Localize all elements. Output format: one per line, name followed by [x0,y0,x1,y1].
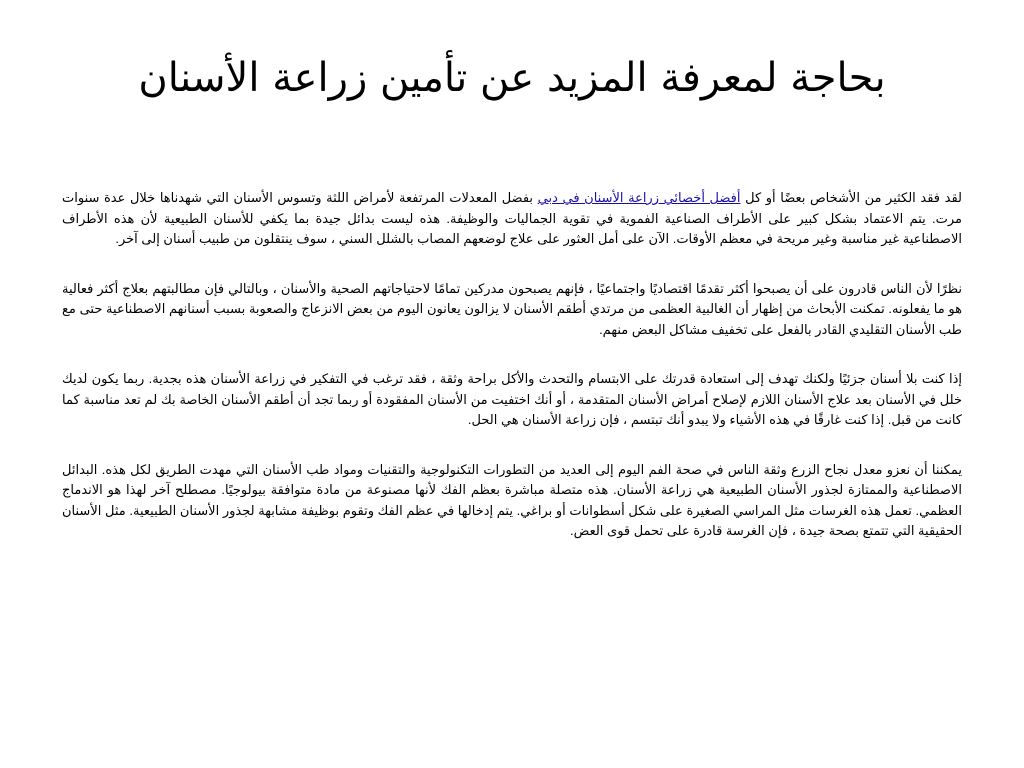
paragraph-3: إذا كنت بلا أسنان جزئيًا ولكنك تهدف إلى استعادة قدرتك على الابتسام والتحدث والأكل براحة وثقة ، فقد ترغب في التفكير في زراعة الأسنان هذه بجدية. ربما يكون لديك خلل في الأسنان بعد علاج الأسنان اللازم لإصلاح أمراض الأسنان المتقدمة ، أو أنك اختفيت من الأسنان المفقودة أو ربما تجد أن أطقم الأسنان الخاصة بك لم تعد مناسبة كما كانت من قبل. إذا كنت غارقًا في هذه الأشياء ولا يبدو أنك تبتسم ، فإن زراعة الأسنان هي الحل. [62,371,962,427]
paragraph-4: يمكننا أن نعزو معدل نجاح الزرع وثقة الناس في صحة الفم اليوم إلى العديد من التطورات التكنولوجية والتقنيات ومواد طب الأسنان التي مهدت الطريق لكل هذه. البدائل الاصطناعية والممتازة لجذور الأسنان الطبيعية هي زراعة الأسنان. هذه متصلة مباشرة بعظم الفك لأنها مصنوعة من مادة متوافقة بيولوجيًا. مصطلح آخر لهذا هو الاندماج العظمي. تعمل هذه الغرسات مثل المراسي الصغيرة على شكل أسطوانات أو براغي. يتم إدخالها في عظم الفك وتقوم بوظيفة مشابهة لجذور الأسنان الطبيعية. مثل الأسنان الحقيقية التي تتمتع بصحة جيدة ، فإن الغرسة قادرة على تحمل قوى العض. [62,461,962,538]
paragraph-1-text-after: بفضل المعدلات المرتفعة لأمراض اللثة وتسوس الأسنان التي شهدناها خلال عدة سنوات مرت. يتم الاعتماد بشكل كبير على الأطراف الصناعية الفموية في تقوية الجماليات والوظيفة. هذه ليست بدائل جيدة بما يكفي للأسنان الطبيعية لأن هذه الأطراف الاصطناعية غير مناسبة وغير مريحة في معظم الأوقات. الآن على أمل العثور على علاج لوضعهم المصاب بالشلل السني ، سوف ينتقلون من طبيب أسنان إلى آخر. [62,190,962,246]
slide-body [62,188,962,542]
paragraph-2: نظرًا لأن الناس قادرون على أن يصبحوا أكثر تقدمًا اقتصاديًا واجتماعيًا ، فإنهم يصبحون مدركين تمامًا لاحتياجاتهم الصحية والأسنان ، وبالتالي فإن مطالبتهم بعلاج أكثر فعالية هو ما يفعلونه. تمكنت الأبحاث من إظهار أن الغالبية العظمى من مرتدي أطقم الأسنان لا يزالون يعانون اليوم من بعض الانزعاج والصعوبة بسبب أسنانهم الاصطناعية حتى مع طب الأسنان التقليدي القادر بالفعل على تخفيف مشاكل البعض منهم. [62,280,962,337]
slide-title: بحاجة لمعرفة المزيد عن تأمين زراعة الأسنان [138,55,886,101]
paragraph-1 [62,188,962,250]
paragraph-1-text-before: لقد فقد الكثير من الأشخاص بعضًا أو كل [740,190,962,205]
dental-implant-specialist-link[interactable]: أفضل أخصائي زراعة الأسنان في دبي [537,190,741,205]
